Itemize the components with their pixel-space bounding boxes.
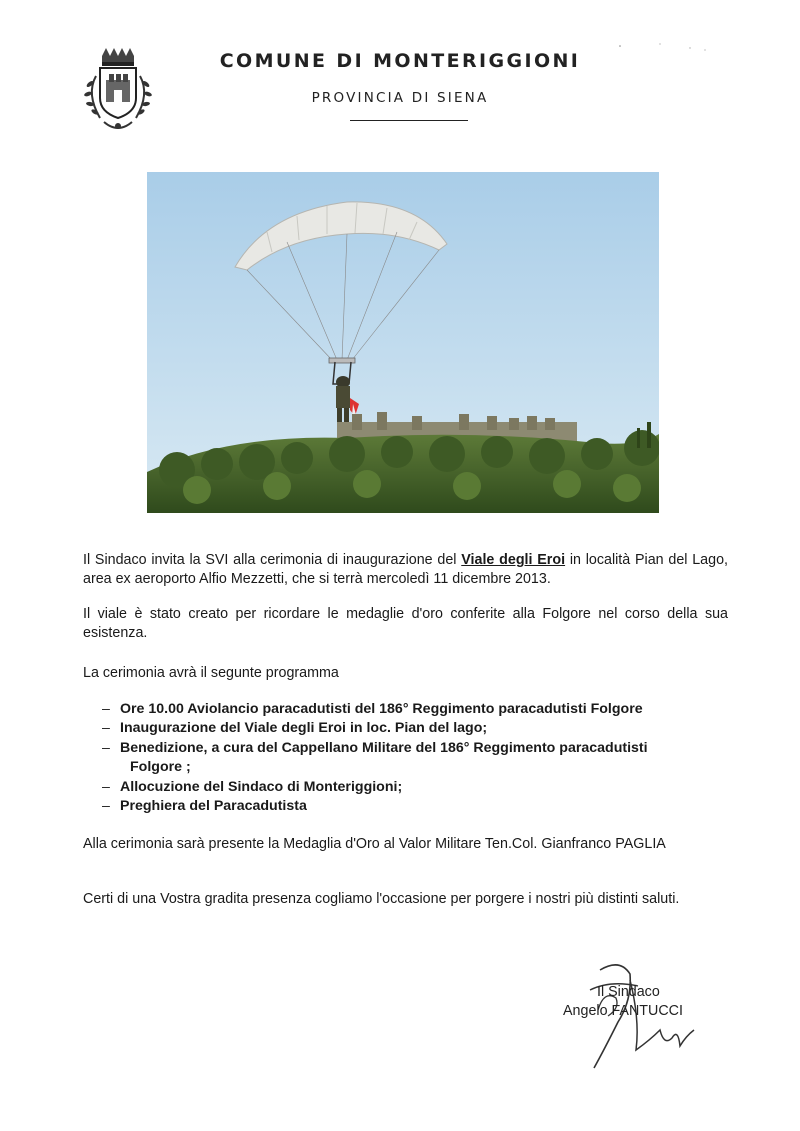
program-item-text: Benedizione, a cura del Cappellano Militare del 186° Reggimento paracadutisti xyxy=(120,739,648,756)
page-title: COMUNE DI MONTERIGGIONI xyxy=(219,50,581,72)
page-subtitle: PROVINCIA DI SIENA xyxy=(311,90,489,106)
signatory-role: Il Sindaco xyxy=(597,984,660,1000)
program-intro: La cerimonia avrà il segunte programma xyxy=(83,665,339,681)
scan-noise xyxy=(600,38,720,58)
purpose-paragraph: Il viale è stato creato per ricordare le medaglie d'oro conferite alla Folgore nel corso della sua esistenza. xyxy=(83,606,728,641)
program-item-text: Ore 10.00 Aviolancio paracadutisti del 186° Reggimento paracadutisti Folgore xyxy=(120,701,643,717)
signatory-name: Angelo FANTUCCI xyxy=(563,1003,683,1019)
viale-degli-eroi-highlight: Viale degli Eroi xyxy=(461,552,566,568)
invitation-text-end: in località Pian del Lago, area ex aeroporto Alfio Mezzetti, che si terrà mercoledì 11 dicembre 2013. xyxy=(83,552,728,587)
program-item-continuation: Folgore ; xyxy=(130,759,191,776)
program-item xyxy=(102,719,742,738)
program-item xyxy=(102,778,742,797)
coat-of-arms-icon xyxy=(80,46,156,138)
program-item xyxy=(102,739,742,778)
program-list xyxy=(102,700,742,816)
header-divider xyxy=(350,120,468,121)
invitation-text-start: Il Sindaco invita la SVI alla cerimonia di inaugurazione del xyxy=(83,552,462,568)
guest-paragraph: Alla cerimonia sarà presente la Medaglia d'Oro al Valor Militare Ten.Col. Gianfranco PAGLIA xyxy=(83,836,666,852)
program-item-text: Allocuzione del Sindaco di Monteriggioni; xyxy=(120,778,403,795)
program-item xyxy=(102,797,742,816)
closing-paragraph: Certi di una Vostra gradita presenza cogliamo l'occasione per porgere i nostri più distinti saluti. xyxy=(83,891,680,907)
invitation-paragraph xyxy=(83,551,728,589)
program-item-text: Inaugurazione del Viale degli Eroi in loc. Pian del lago; xyxy=(120,720,488,737)
parachute-photo xyxy=(147,172,659,513)
program-item-text: Preghiera del Paracadutista xyxy=(120,798,307,815)
program-item xyxy=(102,700,742,719)
